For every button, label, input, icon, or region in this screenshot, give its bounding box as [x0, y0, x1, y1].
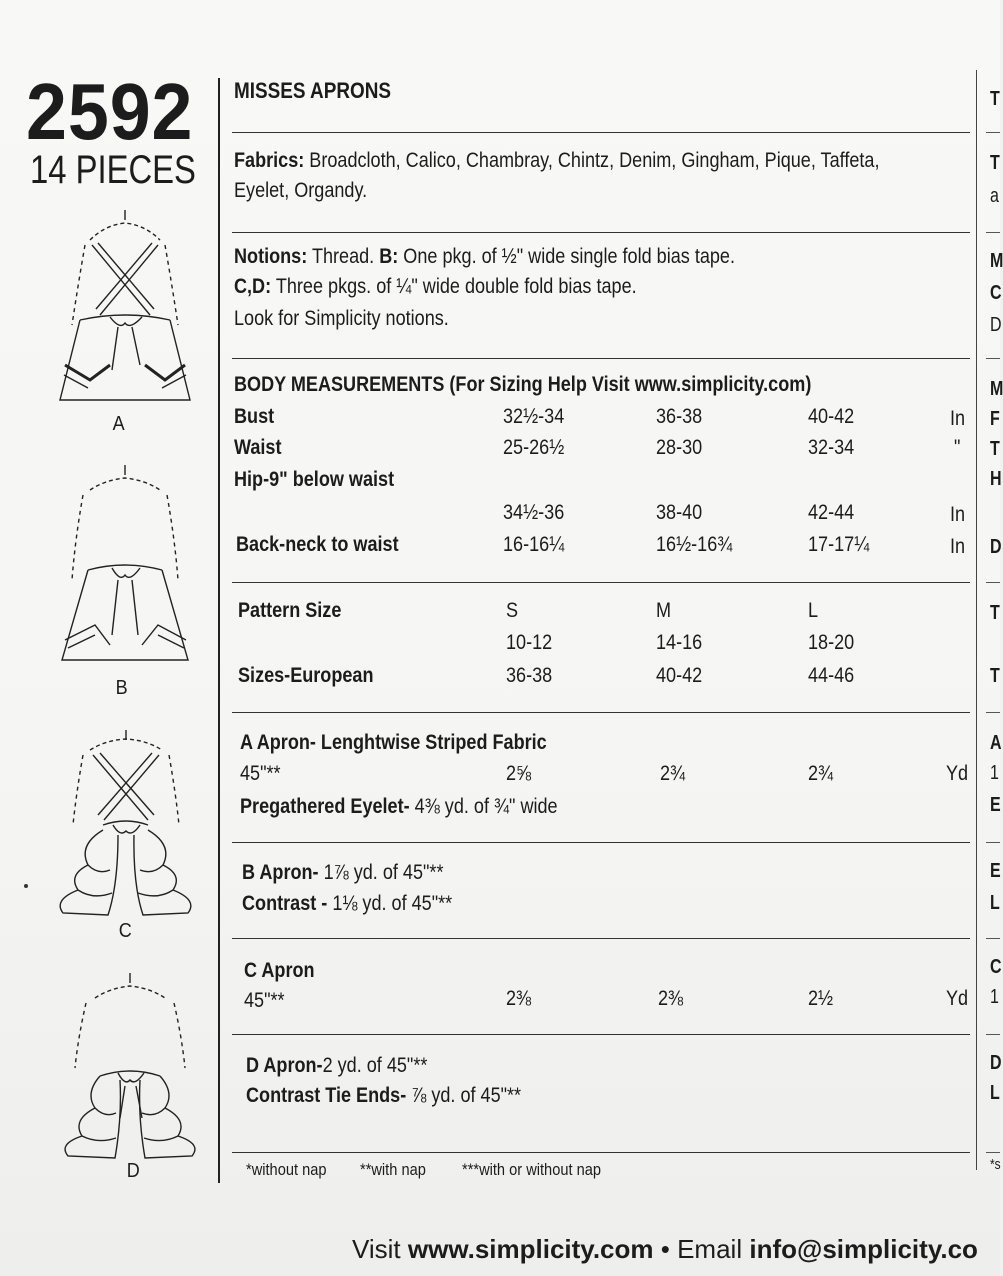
view-b-apron-label: B Apron- [242, 861, 319, 884]
back-neck-label: Back-neck to waist [236, 533, 399, 556]
back-neck-s: 16-16¼ [503, 533, 565, 556]
edge-fragment: 1 [990, 762, 999, 784]
edge-rule [986, 1152, 1000, 1153]
notions-thread: Thread. [311, 245, 375, 268]
rule-7 [232, 938, 970, 939]
waist-m: 28-30 [656, 436, 703, 459]
fabrics-label: Fabrics: [234, 149, 305, 172]
footnote-with-or-without: ***with or without nap [462, 1160, 601, 1179]
view-letter-c: C [118, 920, 132, 942]
view-d-apron-label: D Apron- [246, 1054, 323, 1077]
notions-b-text: One pkg. of ½" wide single fold bias tape. [403, 245, 736, 268]
edge-rule [986, 1034, 1000, 1035]
view-c-illustration [48, 725, 208, 942]
fabrics-line-1 [234, 150, 879, 171]
footer-bullet: • [660, 1234, 670, 1264]
footer-visit: Visit [352, 1234, 401, 1264]
edge-fragment: 1 [990, 986, 999, 1008]
view-c-unit: Yd [946, 987, 969, 1010]
view-d-apron-text: 2 yd. of 45"** [322, 1054, 428, 1077]
stray-mark [24, 884, 28, 888]
edge-fragment: *s [990, 1156, 1001, 1173]
rule-6 [232, 842, 970, 843]
bust-m: 36-38 [656, 405, 703, 428]
view-c-yardage-s: 2⅜ [506, 987, 532, 1010]
hip-s: 34½-36 [503, 501, 565, 524]
edge-fragment: T [990, 152, 1000, 174]
piece-count: 14 PIECES [30, 148, 196, 192]
view-b-contrast [242, 893, 452, 914]
view-d-tie-text: ⅞ yd. of 45"** [411, 1084, 522, 1107]
notions-line-3: Look for Simplicity notions. [234, 307, 449, 330]
view-letter-d: D [126, 1160, 140, 1182]
edge-fragment: H [990, 468, 1002, 490]
view-a-illustration [50, 205, 210, 435]
view-b-contrast-label: Contrast - [242, 892, 328, 915]
edge-fragment: T [990, 665, 1000, 687]
waist-l: 32-34 [808, 436, 855, 459]
view-a-eyelet [240, 796, 558, 817]
view-c-width: 45"** [244, 989, 285, 1012]
size-number-s: 10-12 [506, 631, 553, 654]
pattern-number: 2592 [26, 67, 194, 156]
size-number-m: 14-16 [656, 631, 703, 654]
view-b-illustration [50, 460, 210, 699]
edge-fragment: D [990, 314, 1002, 336]
bust-s: 32½-34 [503, 405, 565, 428]
view-b-apron [242, 862, 443, 883]
view-d-tie-label: Contrast Tie Ends- [246, 1084, 407, 1107]
bust-unit: In [950, 407, 966, 430]
column-divider [218, 78, 220, 1183]
notions-b-label: B: [379, 245, 399, 268]
view-d-illustration [50, 968, 210, 1182]
notions-line-2 [234, 276, 637, 297]
edge-fragment: T [990, 438, 1000, 460]
sizes-european-label: Sizes-European [238, 664, 374, 687]
edge-fragment: A [990, 732, 1002, 754]
footer-url[interactable]: www.simplicity.com [407, 1234, 654, 1264]
edge-rule [986, 358, 1000, 359]
footer-email-label: Email [677, 1234, 743, 1264]
notions-line-1 [234, 246, 735, 267]
right-column-divider [976, 70, 977, 1170]
rule-2 [232, 232, 970, 233]
view-a-unit: Yd [946, 762, 969, 785]
rule-8 [232, 1034, 970, 1035]
view-c-yardage-m: 2⅜ [658, 987, 684, 1010]
hip-m: 38-40 [656, 501, 703, 524]
back-neck-m: 16½-16¾ [656, 533, 733, 556]
hip-l: 42-44 [808, 501, 855, 524]
edge-fragment: T [990, 602, 1000, 624]
eyelet-text: 4⅜ yd. of ¾" wide [414, 795, 558, 818]
body-measurements-heading: BODY MEASUREMENTS (For Sizing Help Visit www.simplicity.com) [234, 373, 812, 396]
footnote-without-nap: *without nap [246, 1160, 327, 1179]
footnote-with-nap: **with nap [360, 1160, 426, 1179]
edge-fragment: a [990, 185, 999, 207]
edge-fragment: D [990, 536, 1002, 558]
view-b-contrast-text: 1⅛ yd. of 45"** [332, 892, 453, 915]
edge-fragment: C [990, 956, 1002, 978]
view-b-apron-text: 1⅞ yd. of 45"** [323, 861, 444, 884]
view-a-width: 45"** [240, 762, 281, 785]
rule-1 [232, 132, 970, 133]
footer-contact [352, 1236, 978, 1262]
waist-unit: " [954, 436, 961, 459]
edge-rule [986, 712, 1000, 713]
bust-label: Bust [234, 405, 275, 428]
edge-rule [986, 842, 1000, 843]
pattern-title: MISSES APRONS [234, 78, 392, 103]
rule-5 [232, 712, 970, 713]
edge-rule [986, 132, 1000, 133]
rule-9 [232, 1152, 970, 1153]
eyelet-label: Pregathered Eyelet- [240, 795, 410, 818]
notions-label: Notions: [234, 245, 308, 268]
footer-email[interactable]: info@simplicity.co [749, 1234, 978, 1264]
euro-size-m: 40-42 [656, 664, 703, 687]
fabrics-list-2: Eyelet, Organdy. [234, 179, 368, 202]
edge-rule [986, 582, 1000, 583]
view-d-tie [246, 1085, 521, 1106]
size-letter-s: S [506, 599, 519, 622]
fabrics-list-1: Broadcloth, Calico, Chambray, Chintz, Denim, Gingham, Pique, Taffeta, [309, 149, 880, 172]
view-a-yardage-m: 2¾ [660, 762, 686, 785]
rule-3 [232, 358, 970, 359]
back-neck-unit: In [950, 535, 966, 558]
euro-size-l: 44-46 [808, 664, 855, 687]
euro-size-s: 36-38 [506, 664, 553, 687]
view-letter-a: A [112, 413, 125, 435]
back-neck-l: 17-17¼ [808, 533, 870, 556]
edge-fragment: E [990, 860, 1001, 882]
view-letter-b: B [115, 677, 128, 699]
edge-fragment: D [990, 1052, 1002, 1074]
notions-cd-text: Three pkgs. of ¼" wide double fold bias tape. [275, 275, 637, 298]
size-letter-m: M [656, 599, 672, 622]
edge-fragment: M [990, 378, 1003, 400]
hip-unit: In [950, 503, 966, 526]
size-letter-l: L [808, 599, 819, 622]
edge-fragment: C [990, 282, 1002, 304]
notions-cd-label: C,D: [234, 275, 272, 298]
view-c-yardage-l: 2½ [808, 987, 834, 1010]
edge-fragment: F [990, 408, 1000, 430]
waist-s: 25-26½ [503, 436, 565, 459]
view-a-yardage-s: 2⅝ [506, 762, 532, 785]
rule-4 [232, 582, 970, 583]
edge-fragment: T [990, 88, 1000, 110]
edge-fragment: L [990, 892, 1000, 914]
edge-fragment: E [990, 794, 1001, 816]
edge-rule [986, 232, 1000, 233]
edge-rule [986, 938, 1000, 939]
view-a-yardage-l: 2¾ [808, 762, 834, 785]
bust-l: 40-42 [808, 405, 855, 428]
view-a-heading: A Apron- Lenghtwise Striped Fabric [240, 731, 547, 754]
view-c-heading: C Apron [244, 959, 315, 982]
waist-label: Waist [234, 436, 282, 459]
edge-fragment: L [990, 1082, 1000, 1104]
edge-fragment: M [990, 250, 1003, 272]
view-d-apron [246, 1055, 427, 1076]
pattern-size-label: Pattern Size [238, 599, 342, 622]
size-number-l: 18-20 [808, 631, 855, 654]
hip-label: Hip-9" below waist [234, 468, 395, 491]
